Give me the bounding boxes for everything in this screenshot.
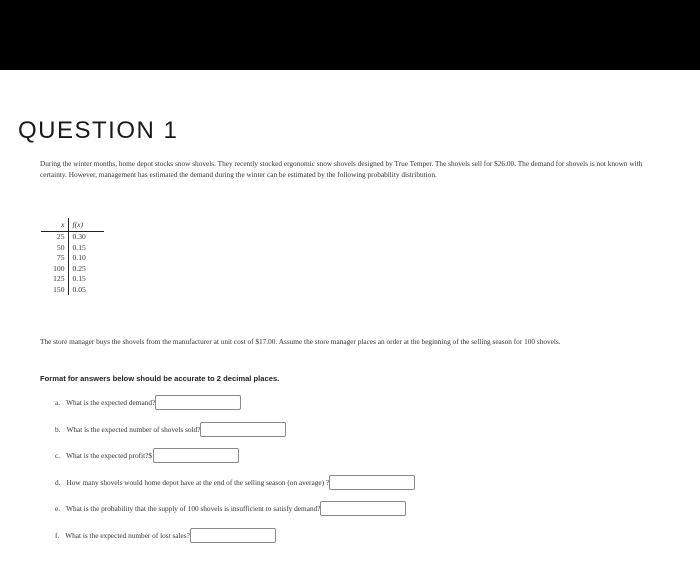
table-row <box>41 253 104 264</box>
table-cell-x: 25 <box>41 232 68 243</box>
answer-input-e[interactable] <box>320 501 406 516</box>
part-text: What is the expected number of lost sales? <box>65 531 190 540</box>
answer-input-f[interactable] <box>190 528 276 543</box>
intro-paragraph: During the winter months, home depot stocks snow shovels. They recently stocked ergonomic snow shovels designed by True Temper. The shovels sell for $26.00. The demand for shovels is not known with certainty. However, management has estimated the demand during the winter can be estimated by the following probability distribution. <box>40 159 643 179</box>
part-text: What is the expected profit? <box>66 451 149 460</box>
part-letter: f. <box>55 531 60 540</box>
table-row <box>41 243 104 254</box>
table-cell-x: 150 <box>41 285 68 296</box>
part-text: What is the probability that the supply of 100 shovels is insufficient to satisfy demand? <box>66 504 321 513</box>
table-cell-x: 125 <box>41 274 68 285</box>
part-text: How many shovels would home depot have at the end of the selling season (on average) ? <box>66 478 330 487</box>
setup-paragraph: The store manager buys the shovels from the manufacturer at unit cost of $17.00. Assume the store manager places an order at the beginning of the selling season for 100 shovels. <box>40 337 561 346</box>
part-letter: a. <box>55 398 61 407</box>
question-part-b <box>55 422 286 437</box>
format-note: Format for answers below should be accurate to 2 decimal places. <box>40 374 280 383</box>
table-cell-x: 50 <box>41 243 68 254</box>
table-cell-fx: 0.05 <box>72 284 86 294</box>
table-header-x: x <box>41 218 68 232</box>
table-cell-fx: 0.25 <box>72 263 86 273</box>
table-header-fx: f(x) <box>68 218 104 232</box>
question-part-c <box>55 448 239 463</box>
top-black-bar <box>0 0 700 70</box>
dollar-prefix: $ <box>148 451 152 460</box>
part-letter: e. <box>55 504 61 513</box>
question-part-a <box>55 395 241 410</box>
part-text: What is the expected demand? <box>66 398 156 407</box>
question-title: QUESTION 1 <box>18 117 179 144</box>
table-cell-x: 100 <box>41 264 68 275</box>
answer-input-b[interactable] <box>200 422 286 437</box>
table-row <box>41 232 104 243</box>
table-cell-fx: 0.15 <box>72 242 86 252</box>
part-letter: d. <box>55 478 61 487</box>
table-row <box>41 274 104 285</box>
answer-input-c[interactable] <box>153 448 239 463</box>
table-cell-fx: 0.10 <box>72 253 86 262</box>
probability-table <box>41 218 104 295</box>
table-cell-x: 75 <box>41 253 68 264</box>
part-text: What is the expected number of shovels sold? <box>66 425 201 434</box>
answer-input-d[interactable] <box>329 475 415 490</box>
part-letter: c. <box>55 451 61 460</box>
answer-input-a[interactable] <box>155 395 241 410</box>
table-row <box>41 285 104 296</box>
question-part-e <box>55 501 406 516</box>
table-row <box>41 264 104 275</box>
question-part-d <box>55 475 415 490</box>
table-cell-fx: 0.30 <box>72 232 86 241</box>
part-letter: b. <box>55 425 61 434</box>
table-cell-fx: 0.15 <box>72 274 86 283</box>
question-part-f <box>55 528 276 543</box>
question-page <box>0 70 700 576</box>
